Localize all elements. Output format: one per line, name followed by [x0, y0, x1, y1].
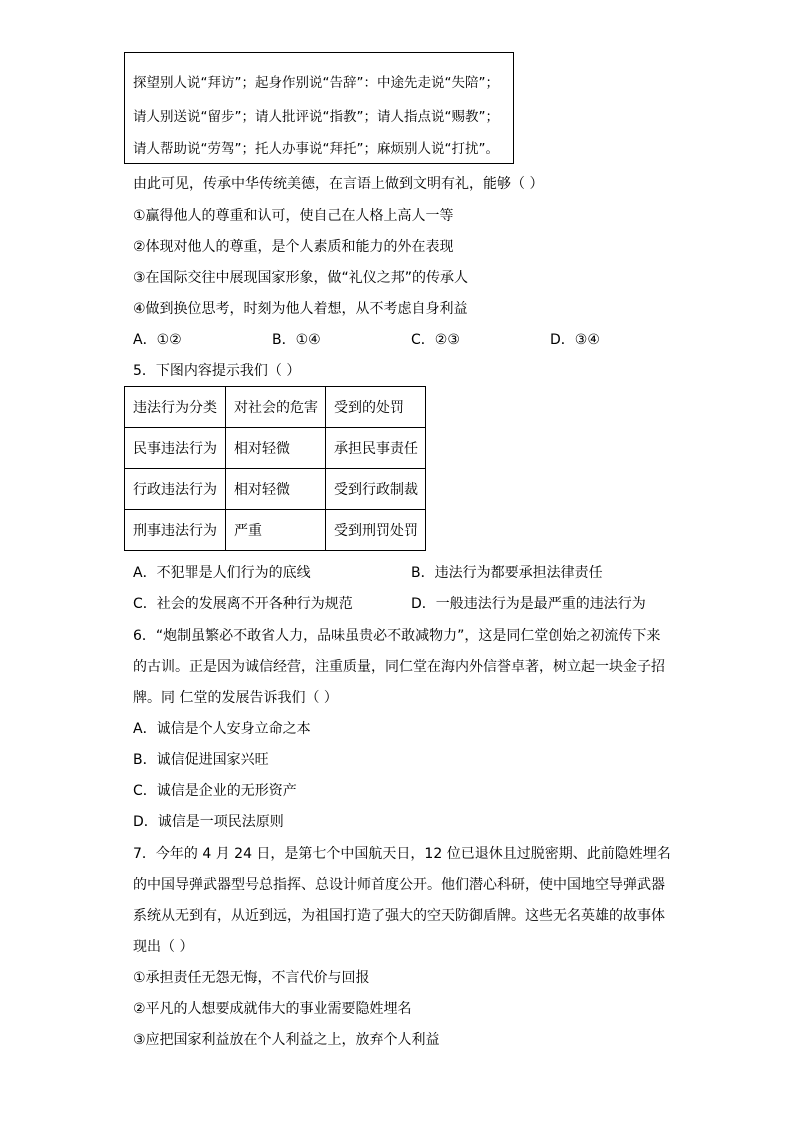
quote-line: 探望别人说“拜访”；起身作别说“告辞”：中途先走说“失陪”；: [133, 75, 499, 91]
quote-box: [124, 52, 514, 164]
q5-option-c[interactable]: C．社会的发展离不开各种行为规范: [133, 596, 353, 612]
q6-option-c[interactable]: C．诚信是企业的无形资产: [133, 783, 297, 799]
q6-option-b[interactable]: B．诚信促进国家兴旺: [133, 752, 269, 768]
table-cell: 严重: [226, 510, 326, 551]
table-cell: 刑事违法行为: [125, 510, 226, 551]
q7-stem-line: 现出（ ）: [133, 939, 194, 955]
q4-stem: 由此可见，传承中华传统美德，在言语上做到文明有礼，能够（ ）: [133, 176, 544, 192]
q4-option-d[interactable]: D．③④: [550, 332, 600, 348]
q6-stem-line: 牌。同 仁堂的发展告诉我们（ ）: [133, 690, 338, 706]
table-header-row: [125, 387, 426, 428]
table-row: [125, 469, 426, 510]
table-cell: 受到行政制裁: [326, 469, 426, 510]
q6-stem-line: 6．“炮制虽繁必不敢省人力，品味虽贵必不敢减物力”，这是同仁堂创始之初流传下来: [133, 628, 661, 644]
table-header-cell: 对社会的危害: [226, 387, 326, 428]
q5-option-b[interactable]: B．违法行为都要承担法律责任: [411, 565, 603, 581]
q5-option-a[interactable]: A．不犯罪是人们行为的底线: [133, 565, 311, 581]
table-cell: 民事违法行为: [125, 428, 226, 469]
q4-statement-2: ②体现对他人的尊重，是个人素质和能力的外在表现: [133, 239, 454, 255]
table-row: [125, 510, 426, 551]
q6-option-d[interactable]: D．诚信是一项民法原则: [133, 814, 284, 830]
table-cell: 相对轻微: [226, 428, 326, 469]
table-cell: 承担民事责任: [326, 428, 426, 469]
q4-statement-1: ①赢得他人的尊重和认可，使自己在人格上高人一等: [133, 208, 454, 224]
q4-option-b[interactable]: B．①④: [272, 332, 321, 348]
quote-line: 请人帮助说“劳驾”；托人办事说“拜托”；麻烦别人说“打扰”。: [133, 141, 499, 157]
q4-option-c[interactable]: C．②③: [411, 332, 460, 348]
table-row: [125, 428, 426, 469]
q4-statement-3: ③在国际交往中展现国家形象，做“礼仪之邦”的传承人: [133, 270, 469, 286]
table-cell: 行政违法行为: [125, 469, 226, 510]
q4-statement-4: ④做到换位思考，时刻为他人着想，从不考虑自身利益: [133, 301, 468, 317]
q7-statement-3: ③应把国家利益放在个人利益之上，放弃个人利益: [133, 1032, 440, 1048]
q4-option-a[interactable]: A．①②: [133, 332, 182, 348]
q5-option-d[interactable]: D．一般违法行为是最严重的违法行为: [411, 596, 646, 612]
table-header-cell: 违法行为分类: [125, 387, 226, 428]
table-cell: 相对轻微: [226, 469, 326, 510]
q7-stem-line: 系统从无到有，从近到远，为祖国打造了强大的空天防御盾牌。这些无名英雄的故事体: [133, 908, 665, 924]
table-cell: 受到刑罚处罚: [326, 510, 426, 551]
q5-stem: 5．下图内容提示我们（ ）: [133, 363, 301, 379]
table-header-cell: 受到的处罚: [326, 387, 426, 428]
q7-statement-2: ②平凡的人想要成就伟大的事业需要隐姓埋名: [133, 1001, 412, 1017]
q7-stem-line: 7．今年的 4 月 24 日，是第七个中国航天日，12 位已退休且过脱密期、此前隐姓埋名: [133, 846, 671, 862]
violation-table: [124, 386, 426, 551]
q7-stem-line: 的中国导弹武器型号总指挥、总设计师首度公开。他们潜心科研，使中国地空导弹武器: [133, 877, 665, 893]
q6-stem-line: 的古训。正是因为诚信经营，注重质量，同仁堂在海内外信誉卓著，树立起一块金子招: [133, 659, 665, 675]
q7-statement-1: ①承担责任无怨无悔，不言代价与回报: [133, 970, 370, 986]
q6-option-a[interactable]: A．诚信是个人安身立命之本: [133, 721, 311, 737]
quote-line: 请人别送说“留步”；请人批评说“指教”；请人指点说“赐教”；: [133, 109, 499, 125]
